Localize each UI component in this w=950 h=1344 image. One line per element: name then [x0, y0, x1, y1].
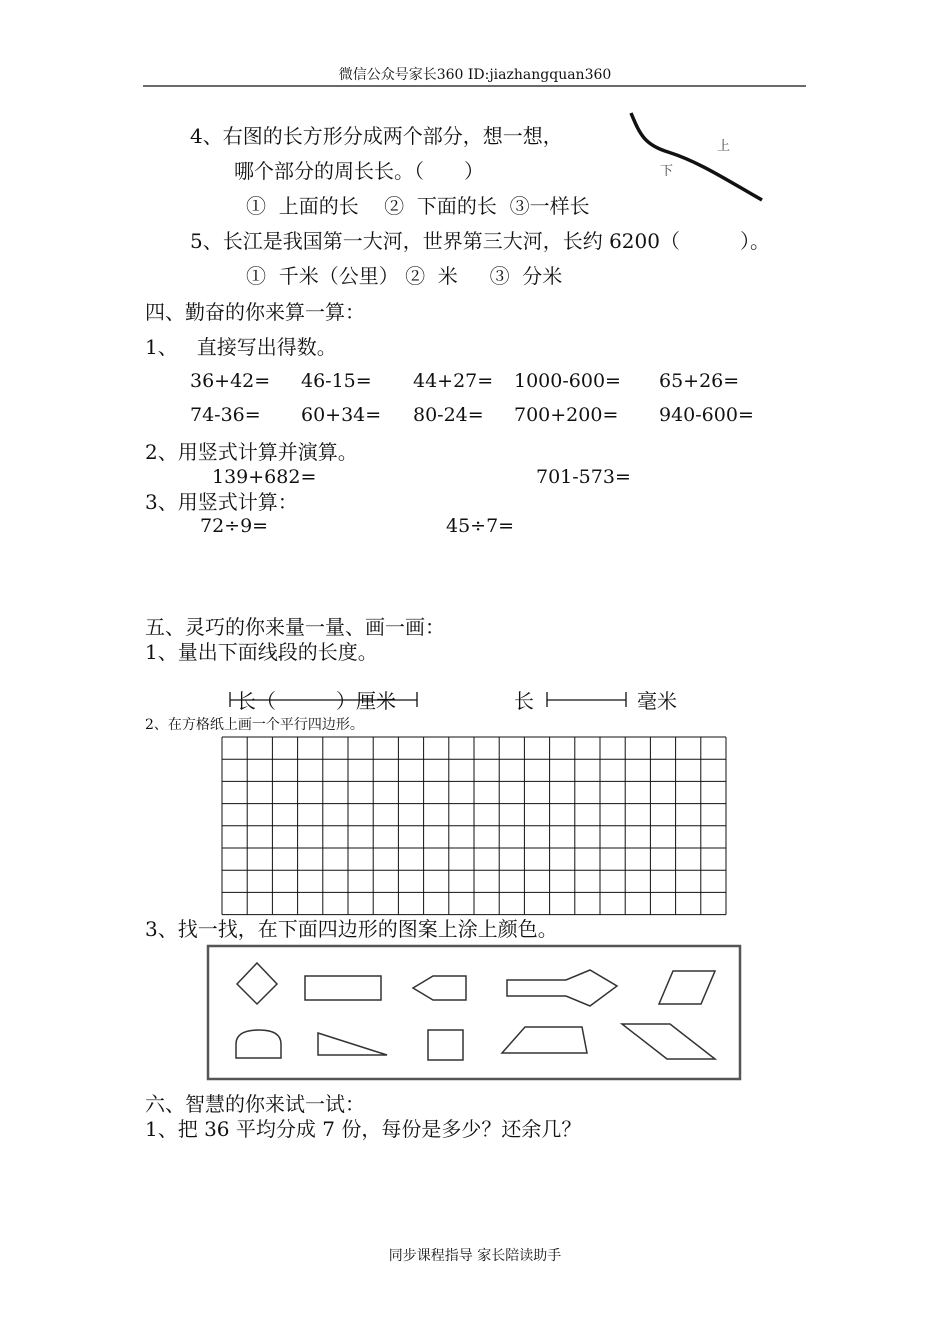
shape-rectangle [305, 976, 381, 1000]
oral-expr: 36+42= [190, 370, 271, 392]
measure-label-2-prefix: 长 [514, 689, 534, 713]
q4-options: ① 上面的长 ② 下面的长 ③一样长 [246, 194, 590, 218]
shape-square [428, 1030, 463, 1060]
vertical-expr: 72÷9= [200, 515, 269, 537]
shape-parallelogram-2 [622, 1024, 715, 1059]
oral-expr: 1000-600= [514, 370, 621, 392]
q5-line1: 5、长江是我国第一大河，世界第三大河，长约 6200（ ）。 [190, 229, 770, 253]
section4-sub1: 1、 直接写出得数。 [145, 335, 337, 359]
oral-expr: 65+26= [659, 370, 740, 392]
oral-expr: 74-36= [190, 404, 261, 426]
shape-dome [236, 1030, 281, 1058]
section5-title: 五、灵巧的你来量一量、画一画： [145, 615, 445, 639]
vertical-expr: 139+682= [212, 466, 317, 488]
vertical-expr: 701-573= [536, 466, 631, 488]
measure-label-2-suffix: 毫米 [637, 689, 677, 713]
oral-expr: 940-600= [659, 404, 754, 426]
oral-expr: 46-15= [301, 370, 372, 392]
section4-sub3: 3、用竖式计算： [145, 490, 298, 514]
shape-parallelogram-1 [659, 971, 715, 1004]
measure-label-1: 长（ ）厘米 [236, 689, 396, 713]
section4-title: 四、勤奋的你来算一算： [145, 300, 365, 324]
section5-sub3: 3、找一找，在下面四边形的图案上涂上颜色。 [145, 917, 558, 941]
oral-expr: 80-24= [413, 404, 484, 426]
q4-label-up: 上 [717, 139, 731, 154]
vertical-expr: 45÷7= [446, 515, 515, 537]
section4-sub2: 2、用竖式计算并演算。 [145, 440, 358, 464]
page-header: 微信公众号家长360 ID:jiazhangquan360 [338, 67, 612, 83]
shape-right-triangle [318, 1033, 387, 1055]
q4-line1: 4、右图的长方形分成两个部分，想一想， [190, 124, 563, 148]
q5-options: ① 千米（公里） ② 米 ③ 分米 [246, 264, 563, 288]
section6-title: 六、智慧的你来试一试： [145, 1092, 365, 1116]
q4-curve-figure [631, 113, 762, 200]
shape-trapezoid [502, 1027, 587, 1053]
q4-line2: 哪个部分的周长长。（ ） [234, 159, 484, 183]
shapes-frame [208, 946, 740, 1079]
oral-expr: 60+34= [301, 404, 382, 426]
segment-2 [547, 692, 626, 707]
shape-pentagon-arrow [413, 976, 466, 1000]
shape-rhombus [237, 963, 277, 1004]
page-footer: 同步课程指导 家长陪读助手 [388, 1248, 562, 1264]
oral-expr: 44+27= [413, 370, 494, 392]
section5-sub2: 2、在方格纸上画一个平行四边形。 [145, 717, 364, 733]
grid-paper [222, 737, 726, 915]
shape-arrow-heptagon [507, 970, 617, 1006]
section5-sub1: 1、量出下面线段的长度。 [145, 640, 378, 664]
section6-sub1: 1、把 36 平均分成 7 份，每份是多少？还余几？ [145, 1117, 582, 1141]
oral-expr: 700+200= [514, 404, 619, 426]
q4-label-down: 下 [660, 164, 674, 179]
